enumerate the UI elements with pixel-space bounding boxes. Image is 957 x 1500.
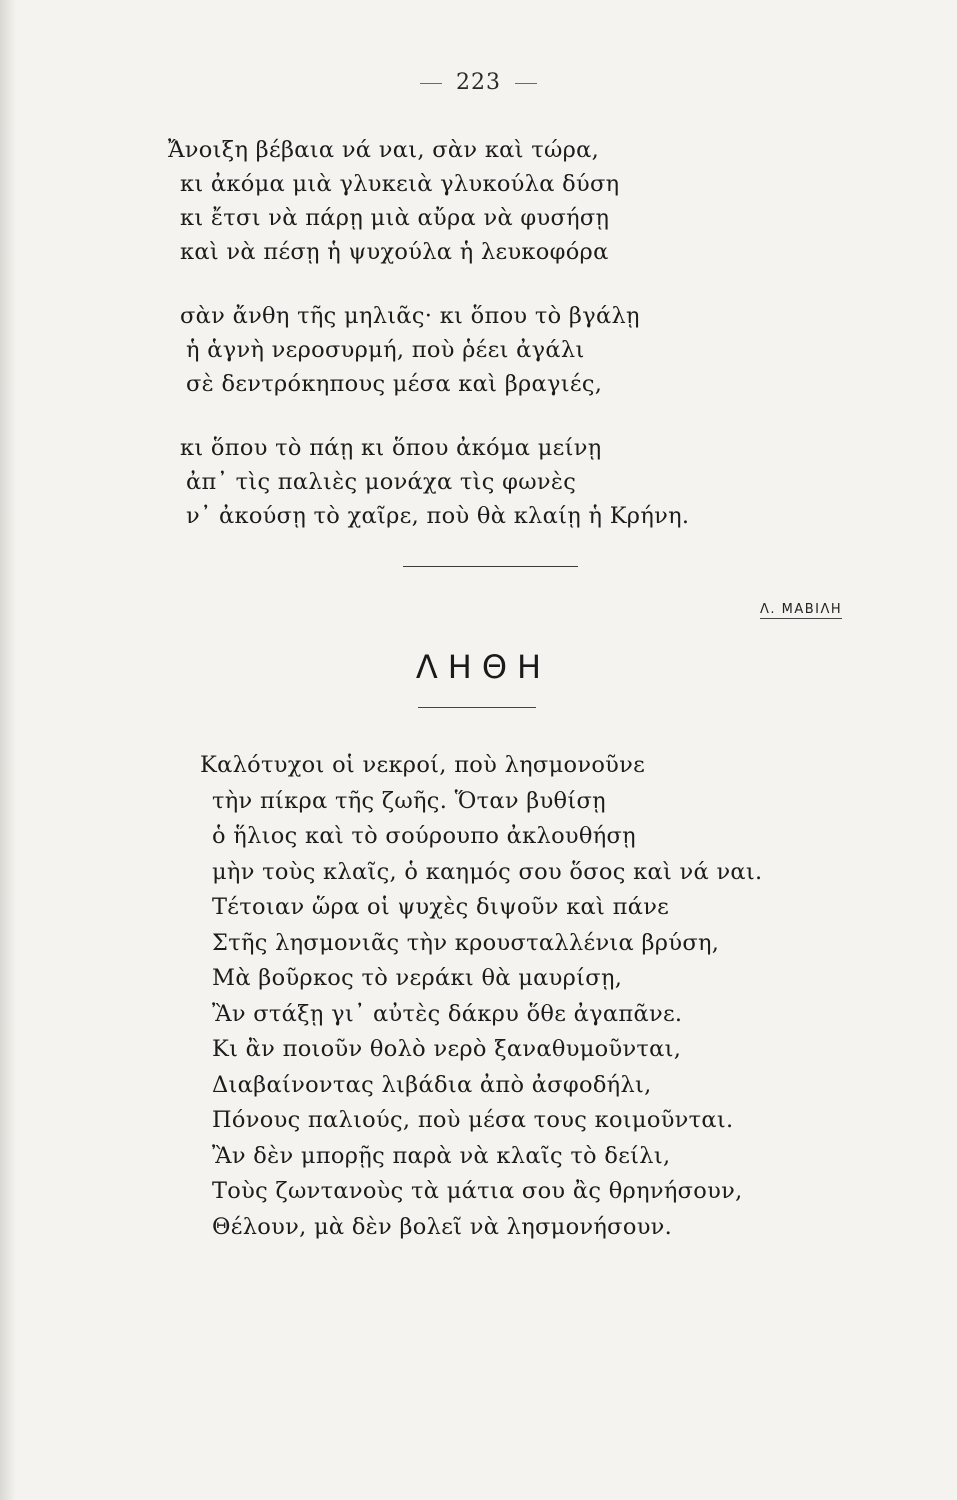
verse-line: ἡ ἁγνὴ νεροσυρμή, ποὺ ῥέει ἀγάλι [186,337,585,363]
verse-line: Καλότυχοι οἱ νεκροί, ποὺ λησμονοῦνε [200,752,646,778]
verse-line: κι ὅπου τὸ πάῃ κι ὅπου ἀκόμα μείνῃ [180,435,602,461]
verse-line: Διαβαίνοντας λιβάδια ἀπὸ ἀσφοδήλι, [212,1071,652,1098]
verse-line: Θέλουν, μὰ δὲν βολεῖ νὰ λησμονήσουν. [212,1213,673,1240]
verse-line: Ἄνοιξη βέβαια νά ναι, σὰν καὶ τώρα, [168,137,600,163]
poem-1-stanza-2 [168,299,689,401]
section-separator [403,566,578,567]
page-number-dash-right [515,83,537,84]
page-number [0,70,957,95]
poem-1-stanza-1 [168,133,689,269]
poem-title: ΛΗΘΗ [415,648,552,686]
verse-line: καὶ νὰ πέσῃ ἡ ψυχούλα ἡ λευκοφόρα [180,239,609,265]
page-edge [0,0,16,1500]
verse-line: ὁ ἥλιος καὶ τὸ σούρουπο ἀκλουθήσῃ [212,823,636,849]
verse-line: κι ἔτσι νὰ πάρῃ μιὰ αὔρα νὰ φυσήσῃ [180,205,610,231]
verse-line: Τοὺς ζωντανοὺς τὰ μάτια σου ἂς θρηνήσουν, [212,1178,743,1204]
verse-line: σὰν ἄνθη τῆς μηλιᾶς· κι ὅπου τὸ βγάλῃ [180,303,640,329]
title-rule [418,707,536,708]
verse-line: Κι ἂν ποιοῦν θολὸ νερὸ ξαναθυμοῦνται, [212,1036,682,1062]
verse-line: ν᾽ ἀκούσῃ τὸ χαῖρε, ποὺ θὰ κλαίῃ ἡ Κρήνη. [186,503,690,529]
poem-1-stanza-3 [168,431,689,533]
verse-line: Τέτοιαν ὥρα οἱ ψυχὲς διψοῦν καὶ πάνε [212,894,670,920]
poem-1 [168,133,689,533]
verse-line: σὲ δεντρόκηπους μέσα καὶ βραγιές, [186,371,603,397]
page-number-text: 223 [456,70,501,95]
verse-line: Ἂν δὲν μπορῇς παρὰ νὰ κλαῖς τὸ δείλι, [212,1142,671,1169]
verse-line: Στῆς λησμονιᾶς τὴν κρουσταλλένια βρύση, [212,929,720,956]
verse-line: ἀπ᾽ τὶς παλιὲς μονάχα τὶς φωνὲς [186,469,577,495]
page-number-dash-left [420,83,442,84]
verse-line: Πόνους παλιούς, ποὺ μέσα τους κοιμοῦνται. [212,1107,734,1133]
verse-line: Μὰ βοῦρκος τὸ νεράκι θὰ μαυρίσῃ, [212,965,623,991]
verse-line: κι ἀκόμα μιὰ γλυκειὰ γλυκούλα δύση [180,171,620,197]
poem-2 [200,748,763,1245]
author-name: Λ. ΜΑΒΙΛΗ [760,602,843,617]
verse-line: μὴν τοὺς κλαῖς, ὁ καημός σου ὅσος καὶ νά ναι. [212,858,763,885]
verse-line: Ἂν στάξῃ γι᾽ αὐτὲς δάκρυ ὅθε ἀγαπᾶνε. [212,1000,683,1027]
verse-line: τὴν πίκρα τῆς ζωῆς. Ὅταν βυθίσῃ [212,787,606,814]
